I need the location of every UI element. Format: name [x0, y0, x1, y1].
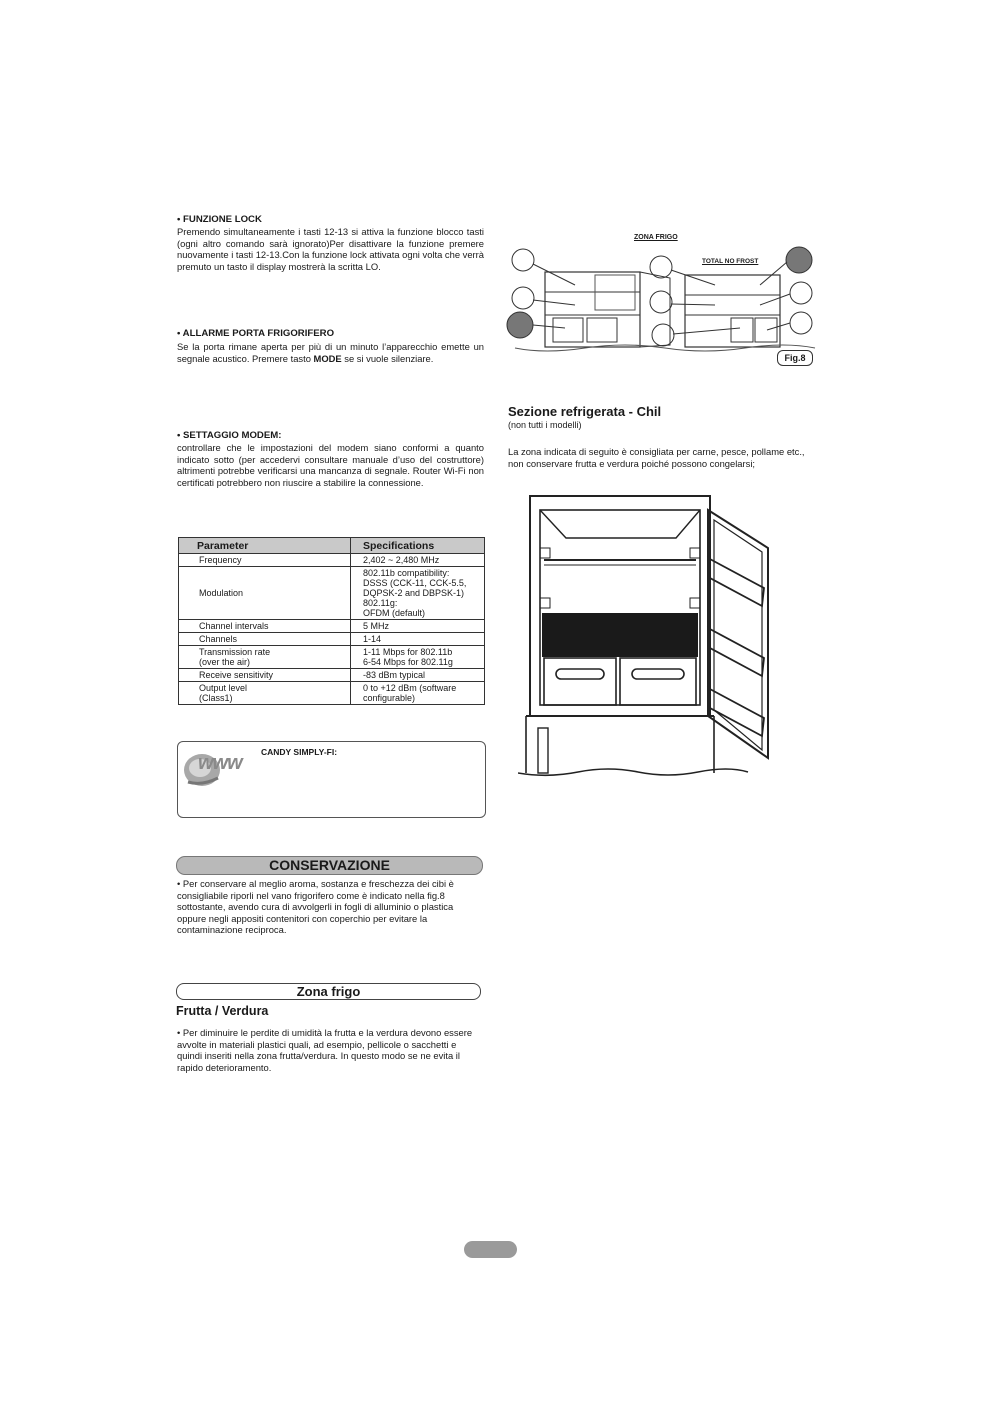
spec-value-cell: 802.11b compatibility: DSSS (CCK-11, CCK-5.5, DQPSK-2 and DBPSK-1) 802.11g: OFDM (default) [351, 567, 485, 620]
zona-frigo-title: Zona frigo [176, 983, 481, 1000]
spec-row [179, 646, 485, 669]
fig8-label: Fig.8 [777, 350, 813, 366]
frutta-verdura-heading: Frutta / Verdura [176, 1004, 269, 1018]
spec-parameter-cell: Output level (Class1) [179, 682, 351, 705]
simply-fi-title: CANDY SIMPLY-FI: [261, 747, 338, 757]
spec-row [179, 682, 485, 705]
modem-heading: • SETTAGGIO MODEM: [177, 430, 282, 441]
conservazione-title: CONSERVAZIONE [176, 856, 483, 875]
simply-fi-box [177, 741, 486, 818]
spec-value-cell: 5 MHz [351, 620, 485, 633]
fridge-zone-illustration [505, 230, 820, 370]
spec-value-cell: 1-11 Mbps for 802.11b 6-54 Mbps for 802.11g [351, 646, 485, 669]
fridge-chiller-illustration [518, 488, 778, 783]
spec-header-row [179, 538, 485, 554]
spec-parameter-cell: Receive sensitivity [179, 669, 351, 682]
spec-value-cell: 0 to +12 dBm (software configurable) [351, 682, 485, 705]
spec-row [179, 620, 485, 633]
page-number-pill [464, 1241, 517, 1258]
zona-frigo-label: ZONA FRIGO [634, 234, 678, 241]
alarm-heading: • ALLARME PORTA FRIGORIFERO [177, 328, 335, 339]
spec-parameter-cell: Channel intervals [179, 620, 351, 633]
alarm-body: Se la porta rimane aperta per più di un minuto l’apparecchio emette un segnale acustico. Premere tasto MODE se si vuole silenziare. [177, 341, 484, 364]
spec-table [178, 537, 485, 705]
chil-body: La zona indicata di seguito è consigliata per carne, pesce, pollame etc., non conservare frutta e verdura poiché possono congelarsi; [508, 446, 805, 469]
chil-title: Sezione refrigerata - Chil [508, 404, 662, 419]
spec-row [179, 567, 485, 620]
spec-row [179, 633, 485, 646]
spec-parameter-cell: Modulation [179, 567, 351, 620]
spec-value-cell: -83 dBm typical [351, 669, 485, 682]
lock-heading: • FUNZIONE LOCK [177, 214, 262, 225]
spec-row [179, 554, 485, 567]
spec-value-cell: 2,402 ~ 2,480 MHz [351, 554, 485, 567]
spec-parameter-cell: Frequency [179, 554, 351, 567]
col-parameter: Parameter [179, 538, 351, 554]
lock-body: Premendo simultaneamente i tasti 12-13 si attiva la funzione blocco tasti (ogni altro comando sarà ignorato)Per disattivare la funzione premere nuovamente i tasti 12-13.Con la funzione lock attivata ogni volta che verrà premuto un tasto il display mostrerà la scritta LO. [177, 226, 484, 272]
spec-parameter-cell: Transmission rate (over the air) [179, 646, 351, 669]
spec-value-cell: 1-14 [351, 633, 485, 646]
total-no-frost-label: TOTAL NO FROST [702, 258, 759, 265]
frutta-verdura-body: • Per diminuire le perdite di umidità la frutta e la verdura devono essere avvolte in materiali plastici quali, ad esempio, pellicole o sacchetti e quindi inseriti nella zona frutta/verdura. In questo modo se ne evita il rapido deterioramento. [177, 1027, 473, 1073]
chil-note: (non tutti i modelli) [508, 420, 582, 430]
conservazione-body: • Per conservare al meglio aroma, sostanza e freschezza dei cibi è consigliabile riporli nel vano frigorifero come è indicato nella fig.8 sottostante, avendo cura di avvolgerli in fogli di alluminio o plastica oppure negli appositi contenitori con coperchio per evitare la contaminazione reciproca. [177, 878, 454, 936]
spec-parameter-cell: Channels [179, 633, 351, 646]
modem-body: controllare che le impostazioni del modem siano conformi a quanto indicato sotto (per accedervi consultare manuale d’uso del costruttore) altrimenti potrebbe verificarsi una mancanza di segnale. Router Wi-Fi non certificati potrebbero non riuscire a stabilire la connessione. [177, 442, 484, 488]
www-logo-text: www [198, 752, 242, 774]
col-specifications: Specifications [351, 538, 485, 554]
spec-row [179, 669, 485, 682]
